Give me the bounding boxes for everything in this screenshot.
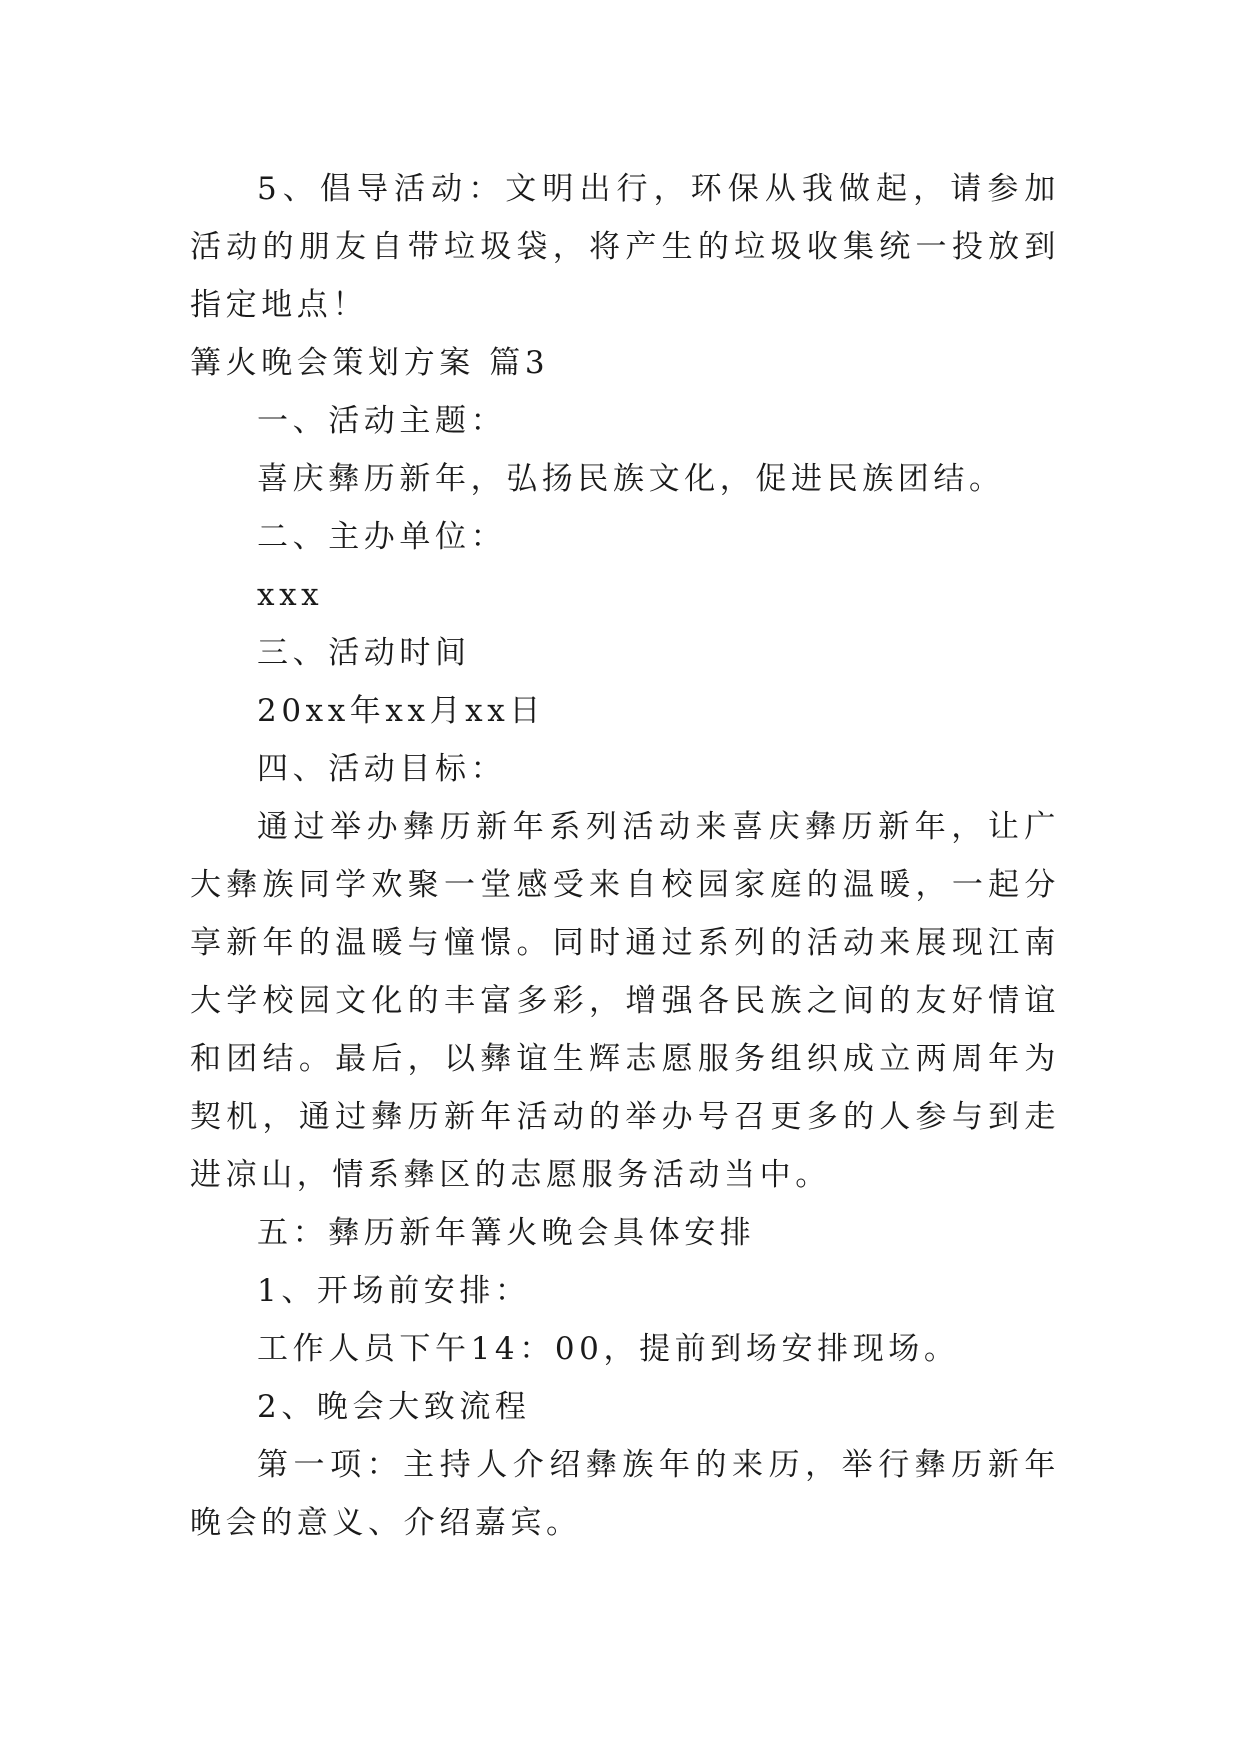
paragraph-pre-opening: 工作人员下午14：00，提前到场安排现场。 xyxy=(257,1331,960,1367)
document-page xyxy=(190,160,1060,1552)
paragraph-advocacy: 5、倡导活动：文明出行，环保从我做起，请参加活动的朋友自带垃圾袋，将产生的垃圾收集统一投放到指定地点！ xyxy=(190,171,1060,323)
paragraph-organizer: xxx xyxy=(257,577,324,613)
paragraph-time: 20xx年xx月xx日 xyxy=(257,693,545,729)
heading-schedule: 五：彝历新年篝火晚会具体安排 xyxy=(257,1215,756,1251)
heading-pre-opening: 1、开场前安排： xyxy=(257,1273,531,1309)
heading-flow: 2、晚会大致流程 xyxy=(257,1389,531,1425)
paragraph-goals: 通过举办彝历新年系列活动来喜庆彝历新年，让广大彝族同学欢聚一堂感受来自校园家庭的温暖，一起分享新年的温暖与憧憬。同时通过系列的活动来展现江南大学校园文化的丰富多彩，增强各民族之间的友好情谊和团结。最后，以彝谊生辉志愿服务组织成立两周年为契机，通过彝历新年活动的举办号召更多的人参与到走进凉山，情系彝区的志愿服务活动当中。 xyxy=(190,809,1060,1193)
paragraph-theme: 喜庆彝历新年，弘扬民族文化，促进民族团结。 xyxy=(257,461,1005,497)
heading-goals: 四、活动目标： xyxy=(257,751,507,787)
heading-time: 三、活动时间 xyxy=(257,635,471,671)
heading-organizer: 二、主办单位： xyxy=(257,519,507,555)
paragraph-flow-item-1: 第一项：主持人介绍彝族年的来历，举行彝历新年晚会的意义、介绍嘉宾。 xyxy=(190,1447,1060,1541)
section-heading: 篝火晚会策划方案 篇3 xyxy=(190,345,550,381)
heading-theme: 一、活动主题： xyxy=(257,403,507,439)
